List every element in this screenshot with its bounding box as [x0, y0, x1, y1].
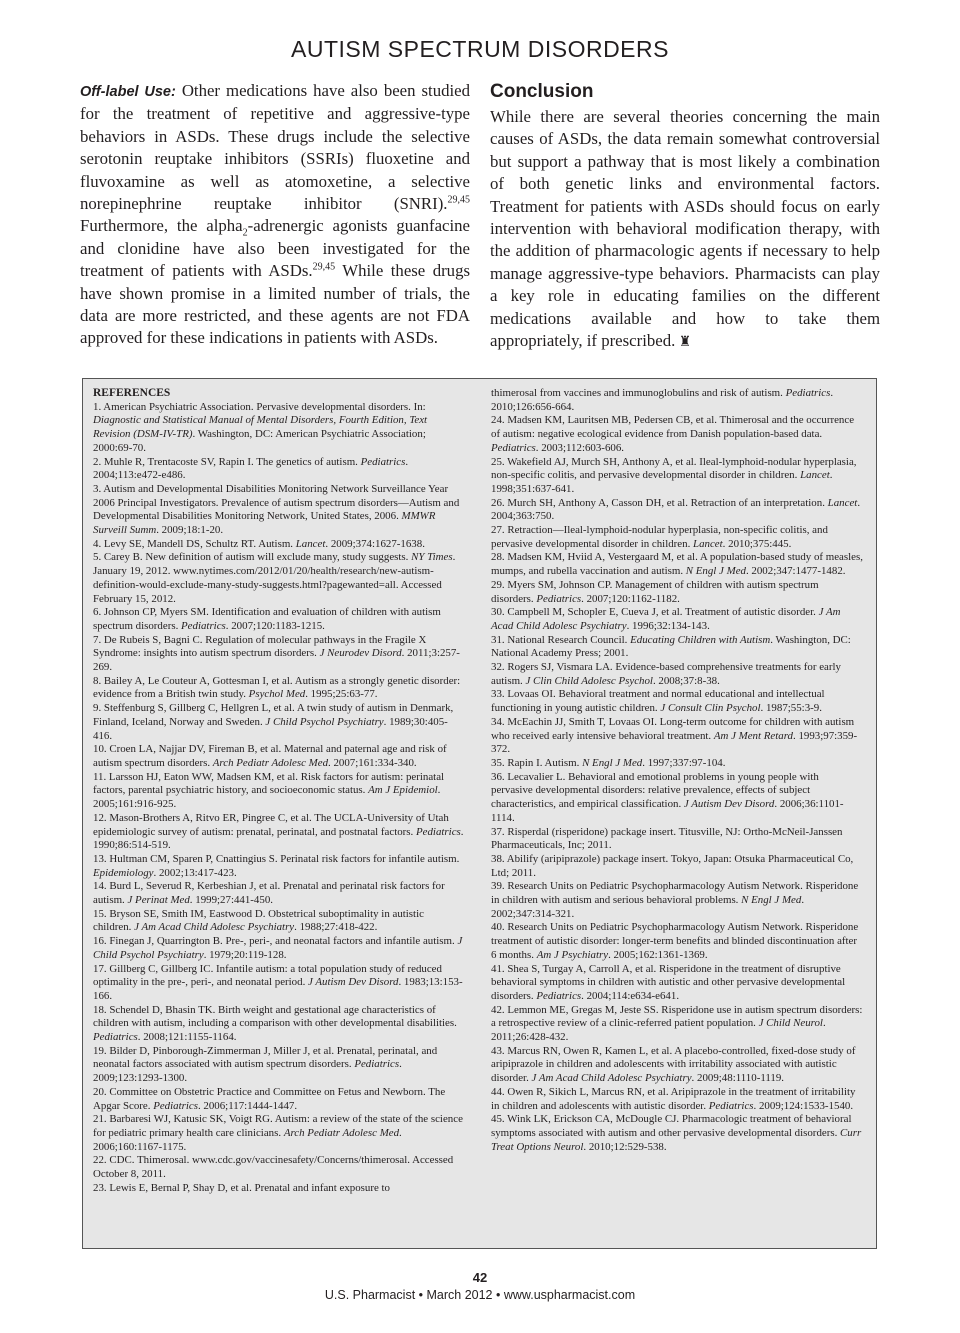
reference-item: 22. CDC. Thimerosal. www.cdc.gov/vaccinesafety/Concerns/thimerosal. Accessed October 8, 2011. [93, 1154, 454, 1181]
reference-item: 34. McEachin JJ, Smith T, Lovaas OI. Long-term outcome for children with autism who received early intensive behavioral treatment. Am J Ment Retard. 1993;97:359-372. [491, 715, 858, 756]
reference-item: 25. Wakefield AJ, Murch SH, Anthony A, et al. Ileal-lymphoid-nodular hyperplasia, non-specific colitis, and pervasive developmental disorder in children. Lancet. 1998;351:637-641. [491, 455, 857, 495]
reference-item: 7. De Rubeis S, Bagni C. Regulation of molecular pathways in the Fragile X Syndrome: insights into autism spectrum disorders. J Neurodev Disord. 2011;3:257-269. [93, 633, 460, 674]
reference-item: 37. Risperdal (risperidone) package insert. Titusville, NJ: Ortho-McNeil-Janssen Pharmaceuticals, Inc; 2011. [491, 825, 843, 852]
reference-item: 17. Gillberg C, Gillberg IC. Infantile autism: a total population study of reduced optimality in the pre-, peri-, and neonatal period. J Autism Dev Disord. 1983;13:153-166. [93, 962, 463, 1002]
citation: 29,45 [312, 261, 336, 273]
reference-item: 20. Committee on Obstetric Practice and Committee on Fetus and Newborn. The Apgar Score. Pediatrics. 2006;117:1444-1447. [93, 1085, 446, 1112]
reference-item: 26. Murch SH, Anthony A, Casson DH, et al. Retraction of an interpretation. Lancet. 2004;363:750. [491, 496, 861, 523]
references-right-column [491, 387, 863, 1154]
off-label-column [80, 80, 470, 350]
reference-item: 19. Bilder D, Pinborough-Zimmerman J, Miller J, et al. Prenatal, perinatal, and neonatal factors associated with autism spectrum disorders. Pediatrics. 2009;123:1293-1300. [93, 1044, 438, 1085]
reference-item: 28. Madsen KM, Hviid A, Vestergaard M, et al. A population-based study of measles, mumps, and rubella vaccination and autism. N Engl J Med. 2002;347:1477-1482. [491, 551, 863, 578]
off-label-runin-heading: Off-label Use: [80, 84, 176, 100]
reference-item: 39. Research Units on Pediatric Psychopharmacology Autism Network. Risperidone in children with autism and serious behavioral problems. N Engl J Med. 2002;347:314-321. [491, 880, 859, 920]
citation: 29,45 [447, 194, 470, 206]
reference-item: 42. Lemmon ME, Gregas M, Jeste SS. Risperidone use in autism spectrum disorders: a retrospective review of a clinic-referred patient population. J Child Neurol. 2011;26:428-432. [491, 1003, 863, 1044]
reference-item: 8. Bailey A, Le Couteur A, Gottesman I, et al. Autism as a strongly genetic disorder: evidence from a British twin study. Psychol Med. 1995;25:63-77. [93, 674, 461, 701]
reference-item: 32. Rogers SJ, Vismara LA. Evidence-based comprehensive treatments for early autism. J Clin Child Adolesc Psychol. 2008;37:8-38. [491, 661, 841, 687]
reference-item: 35. Rapin I. Autism. N Engl J Med. 1997;337:97-104. [491, 756, 726, 769]
reference-item: 44. Owen R, Sikich L, Marcus RN, et al. Aripiprazole in the treatment of irritability in children and adolescents with autistic disorder. Pediatrics. 2009;124:1533-1540. [491, 1085, 856, 1112]
reference-item: 6. Johnson CP, Myers SM. Identification and evaluation of children with autism spectrum disorders. Pediatrics. 2007;120:1183-1215. [93, 606, 441, 632]
conclusion-paragraph: While there are several theories concerning the main causes of ASDs, the data remain somewhat controversial but support a pathway that is most likely a combination of both genetic links and environmental factors. Treatment for patients with ASDs should focus on early intervention with behavioral modification therapy, with the addition of pharmacologic agents if necessary to help manage aggressive-type behaviors. Pharmacists can play a key role in educating families on the different medications available and how to take them appropriately, if prescribed. ♜ [490, 107, 880, 351]
reference-item: 21. Barbaresi WJ, Katusic SK, Voigt RG. Autism: a review of the state of the science for pediatric primary health care clinicians. Arch Pediatr Adolesc Med. 2006;160:1167-1175. [93, 1113, 463, 1153]
reference-item: 36. Lecavalier L. Behavioral and emotional problems in young people with pervasive developmental disorders: relative prevalence, effects of subject characteristics, and empirical classification. J Autism Dev Disord. 2006;36:1101-1114. [491, 770, 844, 824]
references-box [82, 378, 877, 1249]
references-heading: REFERENCES [93, 387, 171, 399]
reference-item: 45. Wink LK, Erickson CA, McDougle CJ. Pharmacologic treatment of behavioral symptoms associated with autism and other pervasive developmental disorders. Curr Treat Options Neurol. 2010;12:529-538. [491, 1113, 862, 1153]
running-head: AUTISM SPECTRUM DISORDERS [291, 36, 669, 62]
reference-item: 33. Lovaas OI. Behavioral treatment and normal educational and intellectual functioning in young autistic children. J Consult Clin Psychol. 1987;55:3-9. [491, 688, 825, 715]
page-number: 42 [472, 1270, 488, 1285]
reference-item: 15. Bryson SE, Smith IM, Eastwood D. Obstetrical suboptimality in autistic children. J Am Acad Child Adolesc Psychiatry. 1988;27:418-422. [93, 907, 424, 934]
reference-item: 23. Lewis E, Bernal P, Shay D, et al. Prenatal and infant exposure to [93, 1181, 391, 1194]
reference-item: 10. Croen LA, Najjar DV, Fireman B, et al. Maternal and paternal age and risk of autism spectrum disorders. Arch Pediatr Adolesc Med. 2007;161:334-340. [93, 743, 447, 769]
reference-item: 12. Mason-Brothers A, Ritvo ER, Pingree C, et al. The UCLA-University of Utah epidemiologic survey of autism: prenatal, perinatal, and postnatal factors. Pediatrics. 1990;86:514-519. [93, 811, 464, 852]
reference-item: 29. Myers SM, Johnson CP. Management of children with autism spectrum disorders. Pediatrics. 2007;120:1162-1182. [491, 578, 819, 605]
reference-item: 11. Larsson HJ, Eaton WW, Madsen KM, et al. Risk factors for autism: perinatal factors, parental psychiatric history, and socioeconomic status. Am J Epidemiol. 2005;161:916-925. [93, 770, 445, 811]
reference-item: 13. Hultman CM, Sparen P, Cnattingius S. Perinatal risk factors for infantile autism. Epidemiology. 2002;13:417-423. [93, 852, 460, 879]
reference-item: 18. Schendel D, Bhasin TK. Birth weight and gestational age characteristics of children with autism, including a comparison with other developmental disabilities. Pediatrics. 2008;121:1155-1164. [93, 1003, 457, 1044]
reference-item: 27. Retraction—Ileal-lymphoid-nodular hyperplasia, non-specific colitis, and pervasive developmental disorder in children. Lancet. 2010;375:445. [491, 524, 828, 550]
reference-item: 41. Shea S, Turgay A, Carroll A, et al. Risperidone in the treatment of disruptive behavioral symptoms in children with autistic and other pervasive developmental disorders. Pediatrics. 2004;114:e634-e641. [491, 962, 846, 1002]
conclusion-column [490, 80, 880, 354]
end-of-article-mark: ♜ [675, 335, 692, 351]
references-left-column [93, 387, 465, 1195]
reference-item: 43. Marcus RN, Owen R, Kamen L, et al. A placebo-controlled, fixed-dose study of aripiprazole in children and adolescents with irritability associated with autistic disorder. J Am Acad Child Adolesc Psychiatry. 2009;48:1110-1119. [491, 1044, 856, 1085]
reference-item: 30. Campbell M, Schopler E, Cueva J, et al. Treatment of autistic disorder. J Am Acad Child Adolesc Psychiatry. 1996;32:134-143. [491, 606, 841, 632]
reference-item: 4. Levy SE, Mandell DS, Schultz RT. Autism. Lancet. 2009;374:1627-1638. [93, 537, 425, 550]
subscript: 2 [242, 227, 248, 239]
reference-item: 40. Research Units on Pediatric Psychopharmacology Autism Network. Risperidone treatment of autistic disorder: longer-term benefits and blinded discontinuation after 6 months. Am J Psychiatry. 2005;162:1361-1369. [491, 921, 859, 961]
reference-item: 2. Muhle R, Trentacoste SV, Rapin I. The genetics of autism. Pediatrics. 2004;113:e472-e486. [93, 455, 409, 482]
reference-item: 31. National Research Council. Educating Children with Autism. Washington, DC: National Academy Press; 2001. [491, 633, 851, 660]
reference-item: 3. Autism and Developmental Disabilities Monitoring Network Surveillance Year 2006 Principal Investigators. Prevalence of autism spectrum disorders—Autism and Developmental Disabilities Monitoring Network, United States, 2006. MMWR Surveill Summ. 2009;18:1-20. [93, 482, 460, 537]
publication-footer: U.S. Pharmacist • March 2012 • www.uspharmacist.com [324, 1288, 636, 1302]
conclusion-heading: Conclusion [490, 81, 594, 102]
reference-item: thimerosal from vaccines and immunoglobulins and risk of autism. Pediatrics. 2010;126:656-664. [491, 387, 834, 413]
reference-item: 5. Carey B. New definition of autism will exclude many, study suggests. NY Times. January 19, 2012. www.nytimes.com/2012/01/20/health/research/new-autism-definition-would-exclude-many-study-suggests.html?pagewanted=all. Accessed February 15, 2012. [93, 551, 456, 605]
off-label-paragraph: Off-label Use: Other medications have also been studied for the treatment of repetitive and aggressive-type behaviors in ASDs. These drugs include the selective serotonin reuptake inhibitors (SSRIs) fluoxetine and fluvoxamine as well as atomoxetine, a selective norepinephrine reuptake inhibitor (SNRI).$^{29,45}$ Furthermore, the alpha$_2$-adrenergic agonists guanfacine and clonidine have also been investigated for the treatment of patients with ASDs.$^{29,45}$ While these drugs have shown promise in a limited number of trials, the data are more restricted, and these agents are not FDA approved for these indications in patients with ASDs. [80, 81, 470, 348]
reference-item: 38. Abilify (aripiprazole) package insert. Tokyo, Japan: Otsuka Pharmaceutical Co, Ltd; 2011. [491, 852, 854, 879]
reference-item: 24. Madsen KM, Lauritsen MB, Pedersen CB, et al. Thimerosal and the occurrence of autism: negative ecological evidence from Danish population-based data. Pediatrics. 2003;112:603-606. [491, 414, 855, 454]
reference-item: 1. American Psychiatric Association. Pervasive developmental disorders. In: Diagnostic and Statistical Manual of Mental Disorders, Fourth Edition, Text Revision (DSM-IV-TR). Washington, DC: American Psychiatric Association; 2000:69-70. [93, 400, 428, 454]
reference-item: 9. Steffenburg S, Gillberg C, Hellgren L, et al. A twin study of autism in Denmark, Finland, Iceland, Norway and Sweden. J Child Psychol Psychiatry. 1989;30:405-416. [93, 702, 454, 742]
reference-item: 16. Finegan J, Quarrington B. Pre-, peri-, and neonatal factors and infantile autism. J Child Psychol Psychiatry. 1979;20:119-128. [93, 935, 463, 961]
reference-item: 14. Burd L, Severud R, Kerbeshian J, et al. Prenatal and perinatal risk factors for autism. J Perinat Med. 1999;27:441-450. [93, 880, 445, 907]
